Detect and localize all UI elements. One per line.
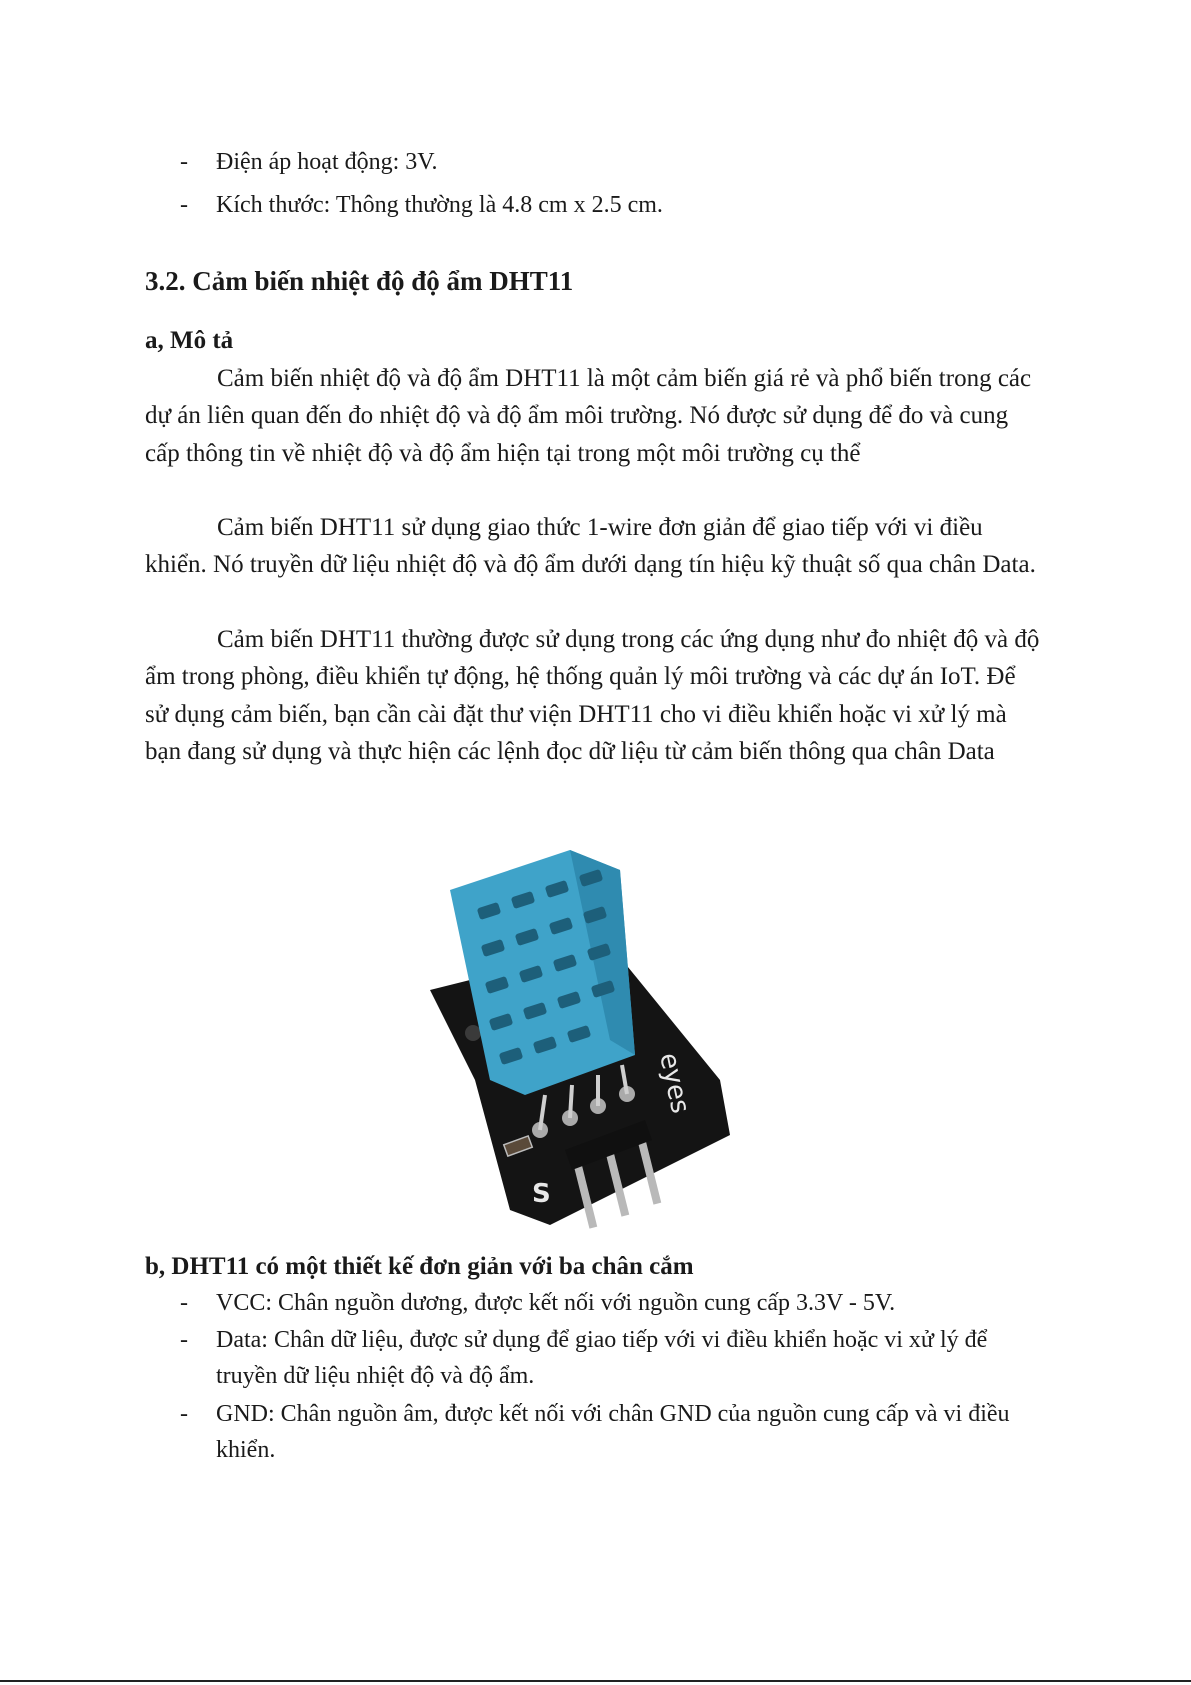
- bullet-text: Kích thước: Thông thường là 4.8 cm x 2.5 cm.: [216, 192, 663, 218]
- pin-label-s: S: [532, 1179, 551, 1209]
- subsection-b-title: b, DHT11 có một thiết kế đơn giản với ba chân cắm: [145, 1253, 694, 1280]
- page-bottom-rule: [0, 1680, 1191, 1682]
- bullet-dash: -: [180, 1327, 188, 1353]
- dht11-module-image: [430, 850, 750, 1230]
- bullet-dash: -: [180, 192, 188, 218]
- board-marking: eyes: [653, 1050, 696, 1117]
- bullet-dash: -: [180, 1290, 188, 1316]
- paragraph-protocol: Cảm biến DHT11 sử dụng giao thức 1-wire đơn giản để giao tiếp với vi điều khiển. Nó truyền dữ liệu nhiệt độ và độ ẩm dưới dạng tín hiệu kỹ thuật số qua chân Data.: [145, 514, 1036, 579]
- bullet-text: VCC: Chân nguồn dương, được kết nối với nguồn cung cấp 3.3V - 5V.: [216, 1290, 896, 1316]
- paragraph-description: Cảm biến nhiệt độ và độ ẩm DHT11 là một cảm biến giá rẻ và phổ biến trong các dự án liên quan đến đo nhiệt độ và độ ẩm môi trường. Nó được sử dụng để đo và cung cấp thông tin về nhiệt độ và độ ẩm hiện tại trong một môi trường cụ thể: [145, 365, 1032, 467]
- paragraph-applications: Cảm biến DHT11 thường được sử dụng trong các ứng dụng như đo nhiệt độ và độ ẩm trong phòng, điều khiển tự động, hệ thống quản lý môi trường và các dự án IoT. Để sử dụng cảm biến, bạn cần cài đặt thư viện DHT11 cho vi điều khiển hoặc vi xử lý mà bạn đang sử dụng và thực hiện các lệnh đọc dữ liệu từ cảm biến thông qua chân Data: [145, 626, 1040, 765]
- subsection-a-title: a, Mô tả: [145, 327, 234, 354]
- bullet-dash: -: [180, 149, 188, 175]
- mounting-hole: [465, 1025, 481, 1041]
- bullet-text: Data: Chân dữ liệu, được sử dụng để giao tiếp với vi điều khiển hoặc vi xử lý để truyền dữ liệu nhiệt độ và độ ẩm.: [216, 1327, 988, 1389]
- bullet-text: GND: Chân nguồn âm, được kết nối với chân GND của nguồn cung cấp và vi điều khiển.: [216, 1401, 1010, 1463]
- bullet-text: Điện áp hoạt động: 3V.: [216, 149, 438, 175]
- section-title: 3.2. Cảm biến nhiệt độ độ ẩm DHT11: [145, 266, 574, 296]
- bullet-dash: -: [180, 1401, 188, 1427]
- sensor-lead: [570, 1085, 572, 1118]
